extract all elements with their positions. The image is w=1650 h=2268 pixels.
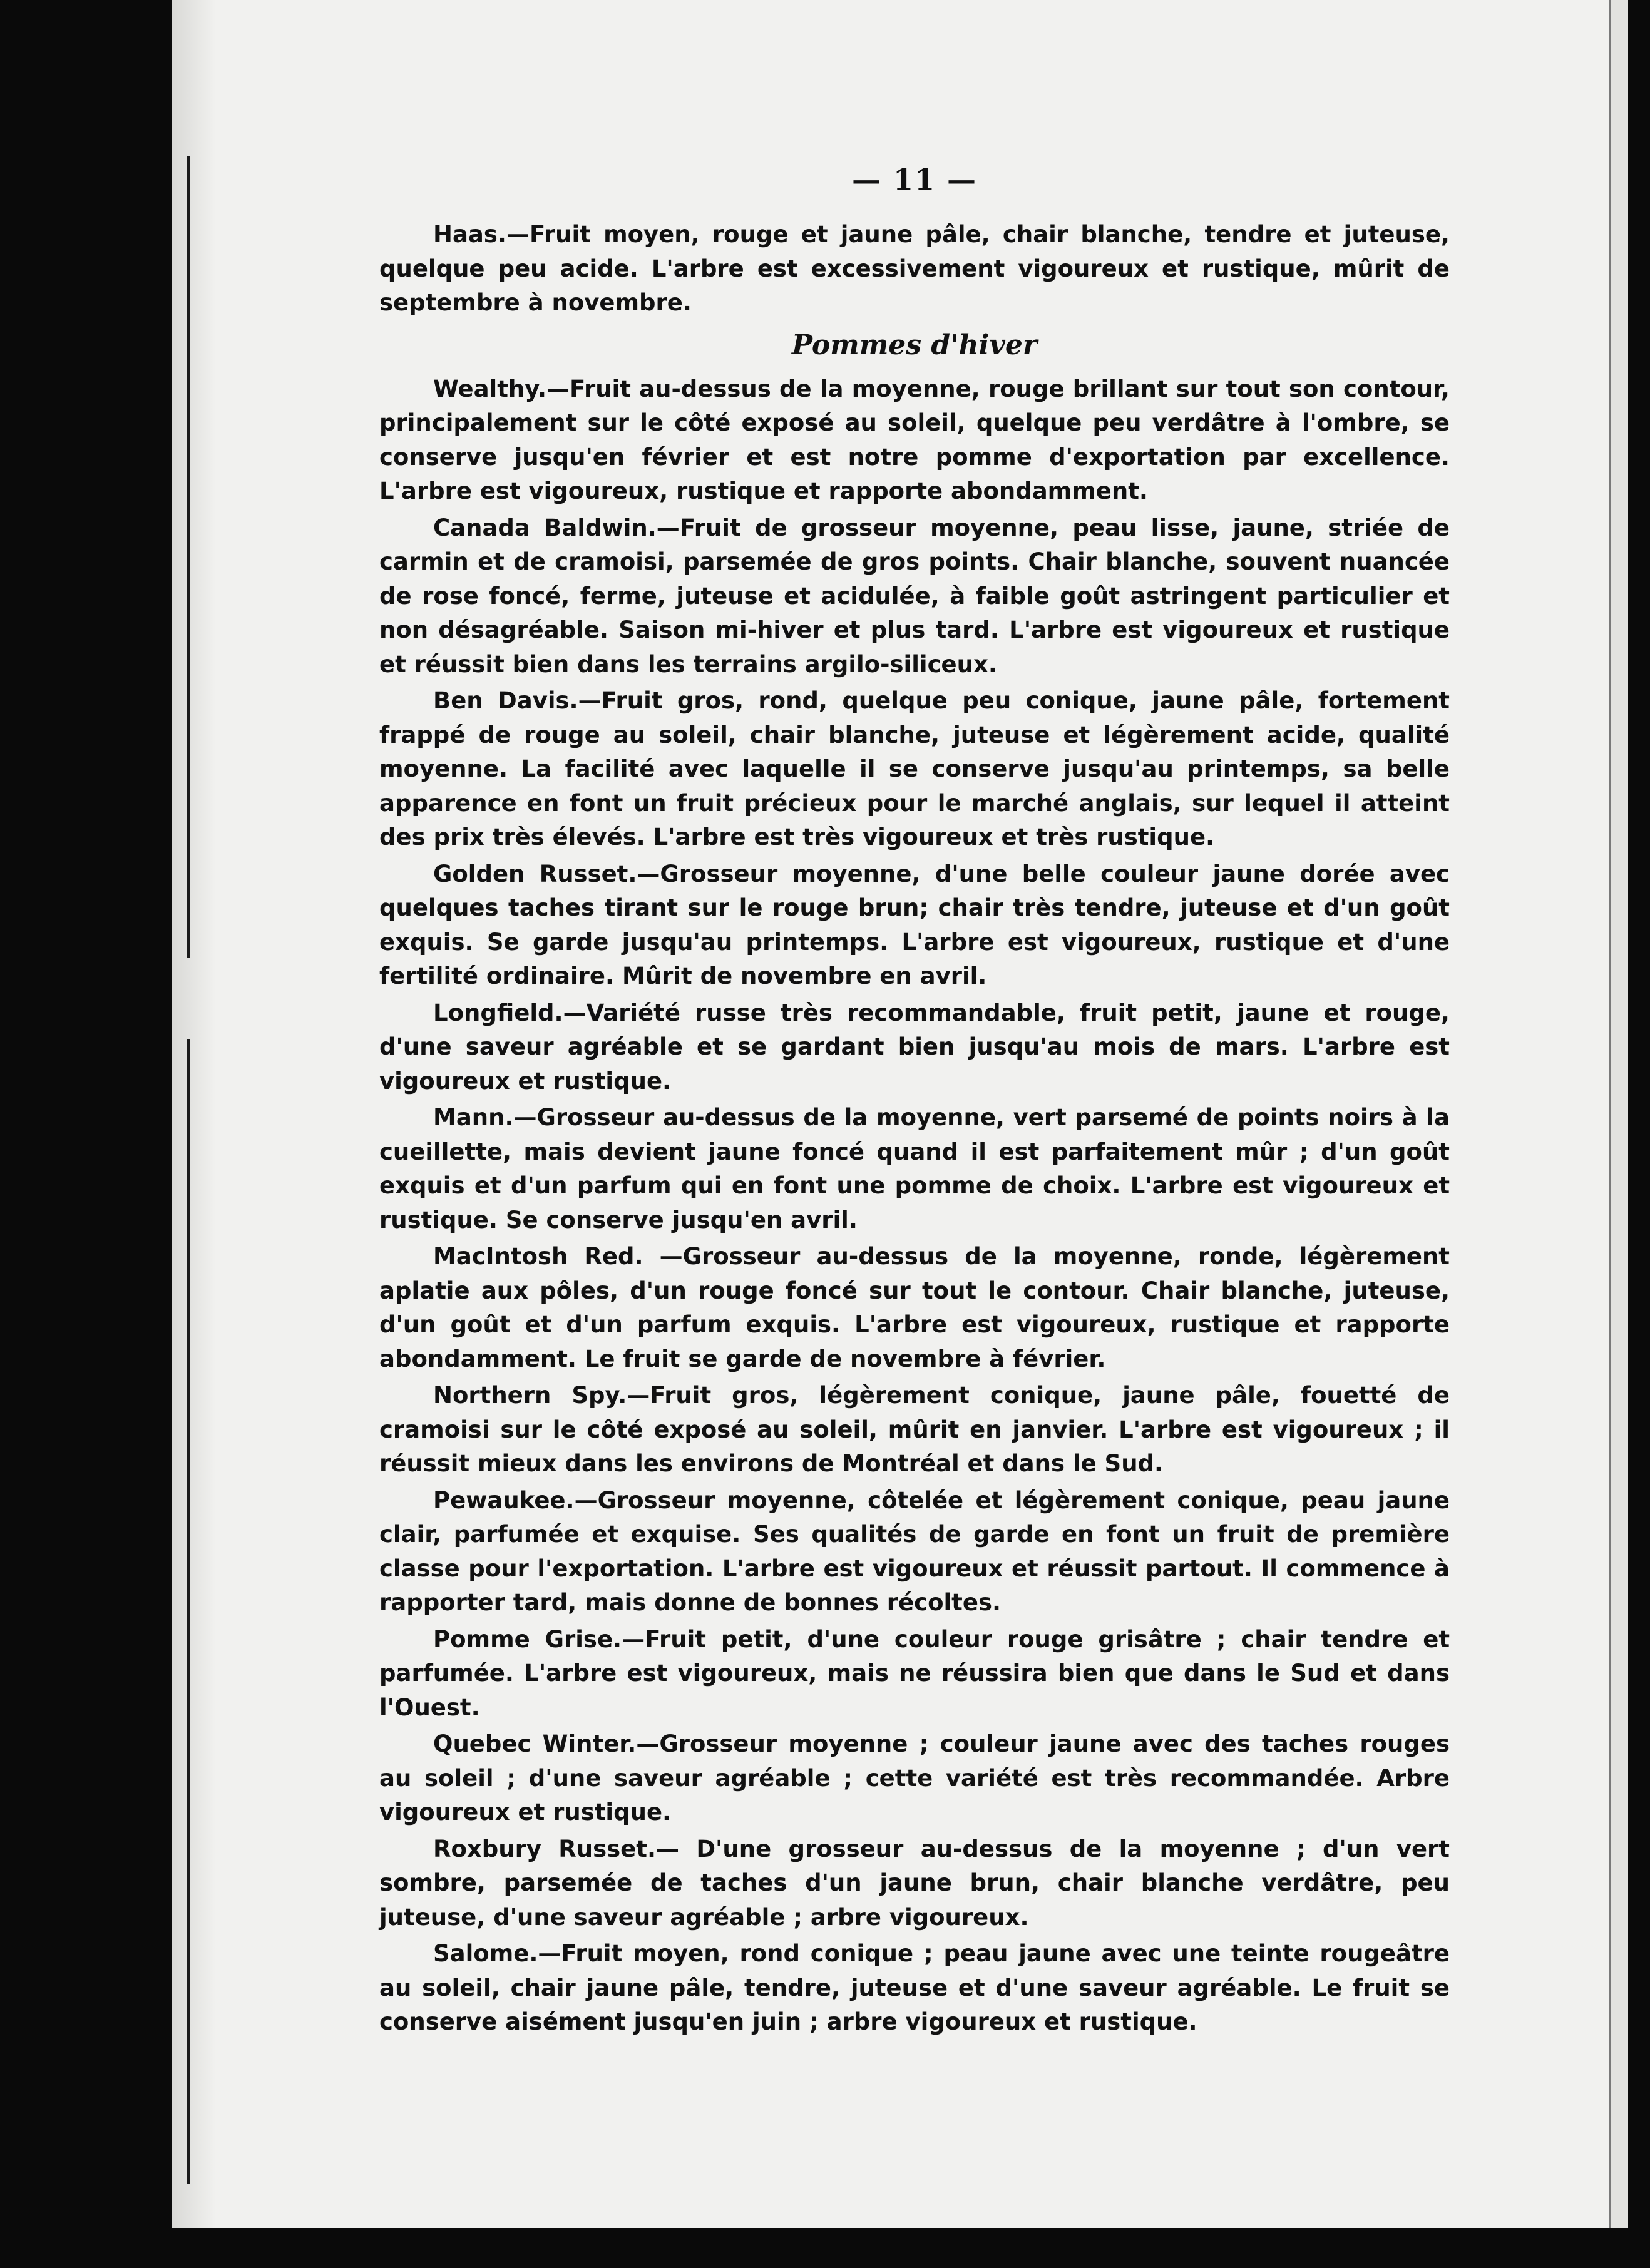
variety-description: —Fruit moyen, rouge et jaune pâle, chair blanche, tendre et juteuse, quelque peu acide. L'arbre est excessivement vigoureux et rustique, mûrit de septembre à novembre. <box>379 221 1450 316</box>
section-title: Pommes d'hiver <box>791 329 1038 361</box>
apple-entry <box>379 996 1450 1099</box>
variety-description: —Grosseur au-dessus de la moyenne, vert parsemé de points noirs à la cueillette, mais devient jaune foncé quand il est parfaitement mûr ; d'un goût exquis et d'un parfum qui en font une pomme de choix. L'arbre est vigoureux et rustique. Se conserve jusqu'en avril. <box>379 1104 1450 1234</box>
apple-entry <box>379 1379 1450 1481</box>
apple-entry <box>379 857 1450 994</box>
variety-description: —Fruit au-dessus de la moyenne, rouge brillant sur tout son contour, principalement sur le côté exposé au soleil, quelque peu verdâtre à l'ombre, se conserve jusqu'en février et est notre pomme d'exportation par excellence. L'arbre est vigoureux, rustique et rapporte abondamment. <box>379 375 1450 504</box>
variety-name: Ben Davis. <box>433 687 578 714</box>
variety-name: Canada Baldwin. <box>433 514 657 541</box>
variety-name: Mann. <box>433 1104 514 1131</box>
variety-description: —Grosseur au-dessus de la moyenne, ronde, légèrement aplatie aux pôles, d'un rouge foncé sur tout le contour. Chair blanche, juteuse, d'un goût et d'un parfum exquis. L'arbre est vigoureux, rustique et rapporte abondamment. Le fruit se garde de novembre à février. <box>379 1243 1450 1372</box>
variety-name: MacIntosh Red. <box>433 1243 643 1270</box>
apple-entry <box>379 372 1450 509</box>
variety-description: —Fruit moyen, rond conique ; peau jaune avec une teinte rougeâtre au soleil, chair jaune pâle, tendre, juteuse et d'une saveur agréable. Le fruit se conserve aisément jusqu'en juin ; arbre vigoureux et rustique. <box>379 1940 1450 2035</box>
variety-name: Pewaukee. <box>433 1486 575 1514</box>
apple-entry <box>379 511 1450 682</box>
page-edge-strip <box>1609 0 1628 2228</box>
page-number: — 11 — <box>851 163 978 197</box>
variety-description: —Grosseur moyenne, d'une belle couleur jaune dorée avec quelques taches tirant sur le rouge brun; chair très tendre, juteuse et d'un goût exquis. Se garde jusqu'au printemps. L'arbre est vigoureux, rustique et d'une fertilité ordinaire. Mûrit de novembre en avril. <box>379 860 1450 989</box>
binding-margin-line <box>187 156 190 958</box>
variety-description: —Grosseur moyenne ; couleur jaune avec des taches rouges au soleil ; d'une saveur agréable ; cette variété est très recommandée. Arbre vigoureux et rustique. <box>379 1730 1450 1826</box>
paper-gutter-shadow <box>172 0 216 2228</box>
apple-entry <box>379 1832 1450 1935</box>
apple-entry <box>379 684 1450 855</box>
document-page <box>379 163 1450 2042</box>
variety-name: Haas. <box>433 221 506 248</box>
variety-description: —Fruit gros, légèrement conique, jaune pâle, fouetté de cramoisi sur le côté exposé au soleil, mûrit en janvier. L'arbre est vigoureux ; il réussit mieux dans les environs de Montréal et dans le Sud. <box>379 1382 1450 1477</box>
variety-name: Quebec Winter. <box>433 1730 637 1757</box>
variety-description: —Fruit de grosseur moyenne, peau lisse, jaune, striée de carmin et de cramoisi, parsemée de gros points. Chair blanche, souvent nuancée de rose foncé, ferme, juteuse et acidulée, à faible goût astringent particulier et non désagréable. Saison mi-hiver et plus tard. L'arbre est vigoureux et rustique et réussit bien dans les terrains argilo-siliceux. <box>379 514 1450 678</box>
apple-entry <box>379 1240 1450 1376</box>
variety-description: — D'une grosseur au-dessus de la moyenne ; d'un vert sombre, parsemée de taches d'un jaune brun, chair blanche verdâtre, peu juteuse, d'une saveur agréable ; arbre vigoureux. <box>379 1835 1450 1931</box>
apple-entry <box>379 218 1450 320</box>
apple-entry <box>379 1484 1450 1620</box>
apple-entry <box>379 1727 1450 1830</box>
variety-description: —Variété russe très recommandable, fruit petit, jaune et rouge, d'une saveur agréable et se gardant bien jusqu'au mois de mars. L'arbre est vigoureux et rustique. <box>379 999 1450 1095</box>
variety-name: Wealthy. <box>433 375 547 402</box>
variety-name: Northern Spy. <box>433 1382 627 1409</box>
variety-description: —Grosseur moyenne, côtelée et légèrement conique, peau jaune clair, parfumée et exquise. Ses qualités de garde en font un fruit de première classe pour l'exportation. L'arbre est vigoureux et réussit partout. Il commence à rapporter tard, mais donne de bonnes récoltes. <box>379 1486 1450 1616</box>
apple-entry <box>379 1937 1450 2040</box>
variety-name: Longfield. <box>433 999 563 1026</box>
apple-entry <box>379 1101 1450 1237</box>
variety-name: Roxbury Russet. <box>433 1835 657 1862</box>
variety-name: Salome. <box>433 1940 538 1967</box>
variety-description: —Fruit gros, rond, quelque peu conique, jaune pâle, fortement frappé de rouge au soleil, chair blanche, juteuse et légèrement acide, qualité moyenne. La facilité avec laquelle il se conserve jusqu'au printemps, sa belle apparence en font un fruit précieux pour le marché anglais, sur lequel il atteint des prix très élevés. L'arbre est très vigoureux et très rustique. <box>379 687 1450 850</box>
variety-name: Golden Russet. <box>433 860 637 887</box>
variety-description: —Fruit petit, d'une couleur rouge grisâtre ; chair tendre et parfumée. L'arbre est vigoureux, mais ne réussira bien que dans le Sud et dans l'Ouest. <box>379 1625 1450 1721</box>
apple-entry <box>379 1623 1450 1725</box>
variety-name: Pomme Grise. <box>433 1625 622 1653</box>
binding-margin-line <box>187 1039 190 2184</box>
